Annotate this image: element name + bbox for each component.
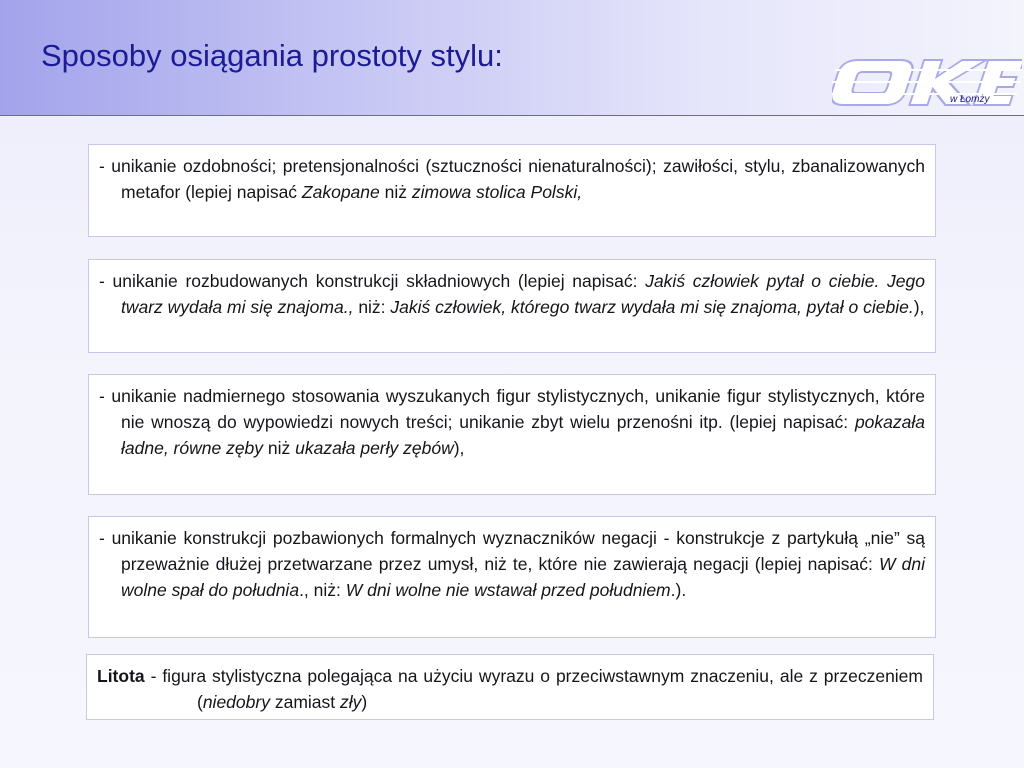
text-box-4: [88, 516, 936, 638]
example-text: ukazała perły zębów: [295, 438, 454, 458]
item-4-text: [99, 525, 925, 603]
header-divider: [0, 115, 1024, 116]
text-segment: ),: [913, 297, 925, 317]
text-segment: - unikanie konstrukcji pozbawionych formalnych wyznaczników negacji - konstrukcje z partykułą „nie” są przeważnie dłużej przetwarzane przez umysł, niż te, które nie zawierają negacji (lepiej napisać:: [99, 528, 925, 574]
item-3-text: [99, 383, 925, 461]
example-text: Zakopane: [301, 182, 380, 202]
text-segment: .).: [670, 580, 687, 600]
text-segment: niż:: [353, 297, 391, 317]
example-text: zły: [340, 692, 362, 712]
text-segment: - figura stylistyczna polegająca na użyciu wyrazu o przeciwstawnym znaczeniu, ale z przeczeniem (: [144, 666, 923, 712]
example-text: Jakiś człowiek, którego twarz wydała mi się znajoma, pytał o ciebie.: [390, 297, 914, 317]
text-segment: zamiast: [269, 692, 340, 712]
text-segment: niż: [263, 438, 296, 458]
text-segment: - unikanie rozbudowanych konstrukcji składniowych (lepiej napisać:: [99, 271, 646, 291]
text-box-1: [88, 144, 936, 237]
example-text: zimowa stolica Polski,: [411, 182, 583, 202]
example-text: W dni wolne spał do południa: [121, 554, 926, 600]
oke-logo-graphic: [832, 48, 1022, 114]
oke-logo: [832, 48, 1022, 114]
example-text: niedobry: [202, 692, 270, 712]
logo-subtitle: w Łomży: [950, 94, 990, 105]
item-5-text: [97, 663, 923, 715]
text-segment: ): [361, 692, 368, 712]
example-text: W dni wolne nie wstawał przed południem: [345, 580, 671, 600]
text-segment: ),: [453, 438, 465, 458]
text-segment: - unikanie nadmiernego stosowania wyszukanych figur stylistycznych, unikanie figur stylistycznych, które nie wnoszą do wypowiedzi nowych treści; unikanie zbyt wielu przenośni itp. (lepiej napisać:: [99, 386, 925, 432]
text-segment: niż: [379, 182, 412, 202]
term-label: Litota: [97, 666, 145, 686]
example-text: Jakiś człowiek pytał o ciebie. Jego twarz wydała mi się znajoma.,: [121, 271, 925, 317]
text-box-5: [86, 654, 934, 720]
text-box-2: [88, 259, 936, 353]
slide-title: Sposoby osiągania prostoty stylu:: [41, 38, 503, 73]
item-2-text: [99, 268, 925, 320]
text-segment: - unikanie ozdobności; pretensjonalności (sztuczności nienaturalności); zawiłości, stylu, zbanalizowanych metafor (lepiej napisać: [99, 156, 925, 202]
text-box-3: [88, 374, 936, 495]
example-text: pokazała ładne, równe zęby: [121, 412, 925, 458]
item-1-text: [99, 153, 925, 205]
text-segment: ., niż:: [299, 580, 346, 600]
